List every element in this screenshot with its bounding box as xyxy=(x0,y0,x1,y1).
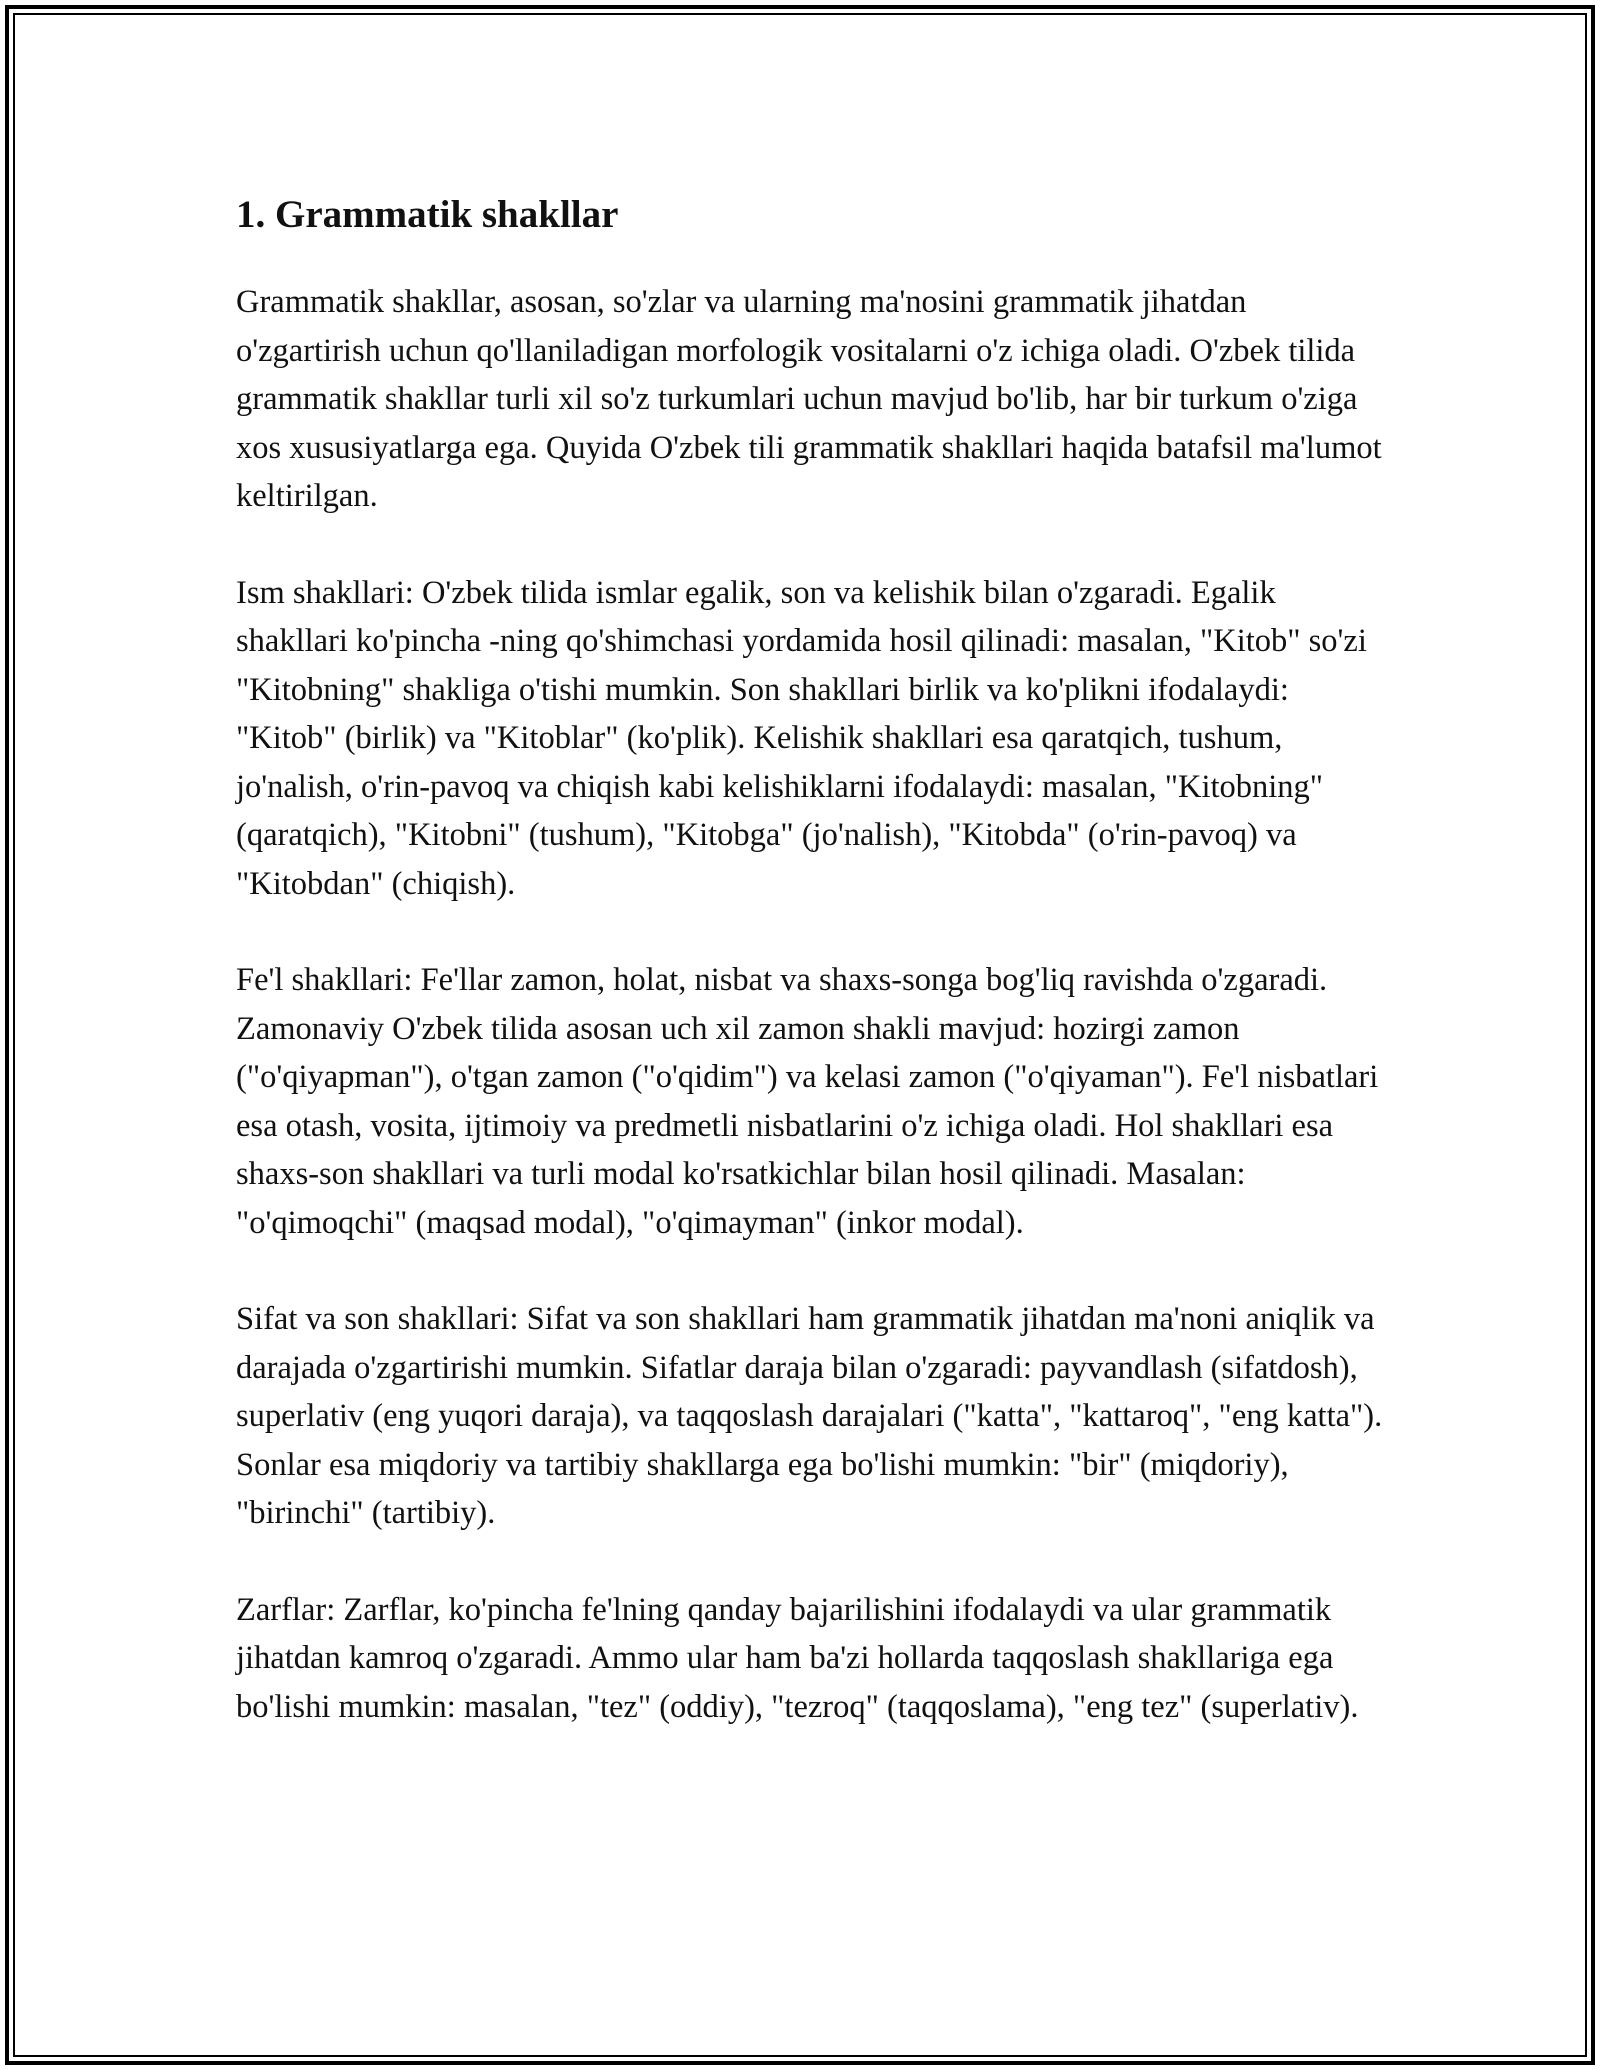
paragraph-noun-forms: Ism shakllari: O'zbek tilida ismlar egalik, son va kelishik bilan o'zgaradi. Egalik shakllari ko'pincha -ning qo'shimchasi yordamida hosil qilinadi: masalan, "Kitob" so'zi "Kitobning" shakliga o'tishi mumkin. Son shakllari birlik va ko'plikni ifodalaydi: "Kitob" (birlik) va "Kitoblar" (ko'plik). Kelishik shakllari esa qaratqich, tushum, jo'nalish, o'rin-pavoq va chiqish kabi kelishiklarni ifodalaydi: masalan, "Kitobning" (qaratqich), "Kitobni" (tushum), "Kitobga" (jo'nalish), "Kitobda" (o'rin-pavoq) va "Kitobdan" (chiqish). xyxy=(236,574,1367,902)
paragraph-verb-forms: Fe'l shakllari: Fe'llar zamon, holat, nisbat va shaxs-songa bog'liq ravishda o'zgaradi. Zamonaviy O'zbek tilida asosan uch xil zamon shakli mavjud: hozirgi zamon ("o'qiyapman"), o'tgan zamon ("o'qidim") va kelasi zamon ("o'qiyaman"). Fe'l nisbatlari esa otash, vosita, ijtimoiy va predmetli nisbatlarini o'z ichiga oladi. Hol shakllari esa shaxs-son shakllari va turli modal ko'rsatkichlar bilan hosil qilinadi. Masalan: "o'qimoqchi" (maqsad modal), "o'qimayman" (inkor modal). xyxy=(236,962,1379,1241)
document-body xyxy=(236,182,1386,1779)
paragraph-intro: Grammatik shakllar, asosan, so'zlar va ularning ma'nosini grammatik jihatdan o'zgartirish uchun qo'llaniladigan morfologik vositalarni o'z ichiga oladi. O'zbek tilida grammatik shakllar turli xil so'z turkumlari uchun mavjud bo'lib, har bir turkum o'ziga xos xususiyatlarga ega. Quyida O'zbek tili grammatik shakllari haqida batafsil ma'lumot keltirilgan. xyxy=(236,284,1382,514)
paragraph-adjective-number-forms: Sifat va son shakllari: Sifat va son shakllari ham grammatik jihatdan ma'noni aniqlik va darajada o'zgartirishi mumkin. Sifatlar daraja bilan o'zgaradi: payvandlash (sifatdosh), superlativ (eng yuqori daraja), va taqqoslash darajalari ("katta", "kattaroq", "eng katta"). Sonlar esa miqdoriy va tartibiy shakllarga ega bo'lishi mumkin: "bir" (miqdoriy), "birinchi" (tartibiy). xyxy=(236,1301,1383,1531)
paragraph-adverbs: Zarflar: Zarflar, ko'pincha fe'lning qanday bajarilishini ifodalaydi va ular grammatik jihatdan kamroq o'zgaradi. Ammo ular ham ba'zi hollarda taqqoslash shakllariga ega bo'lishi mumkin: masalan, "tez" (oddiy), "tezroq" (taqqoslama), "eng tez" (superlativ). xyxy=(236,1591,1359,1725)
section-heading: 1. Grammatik shakllar xyxy=(236,193,619,236)
